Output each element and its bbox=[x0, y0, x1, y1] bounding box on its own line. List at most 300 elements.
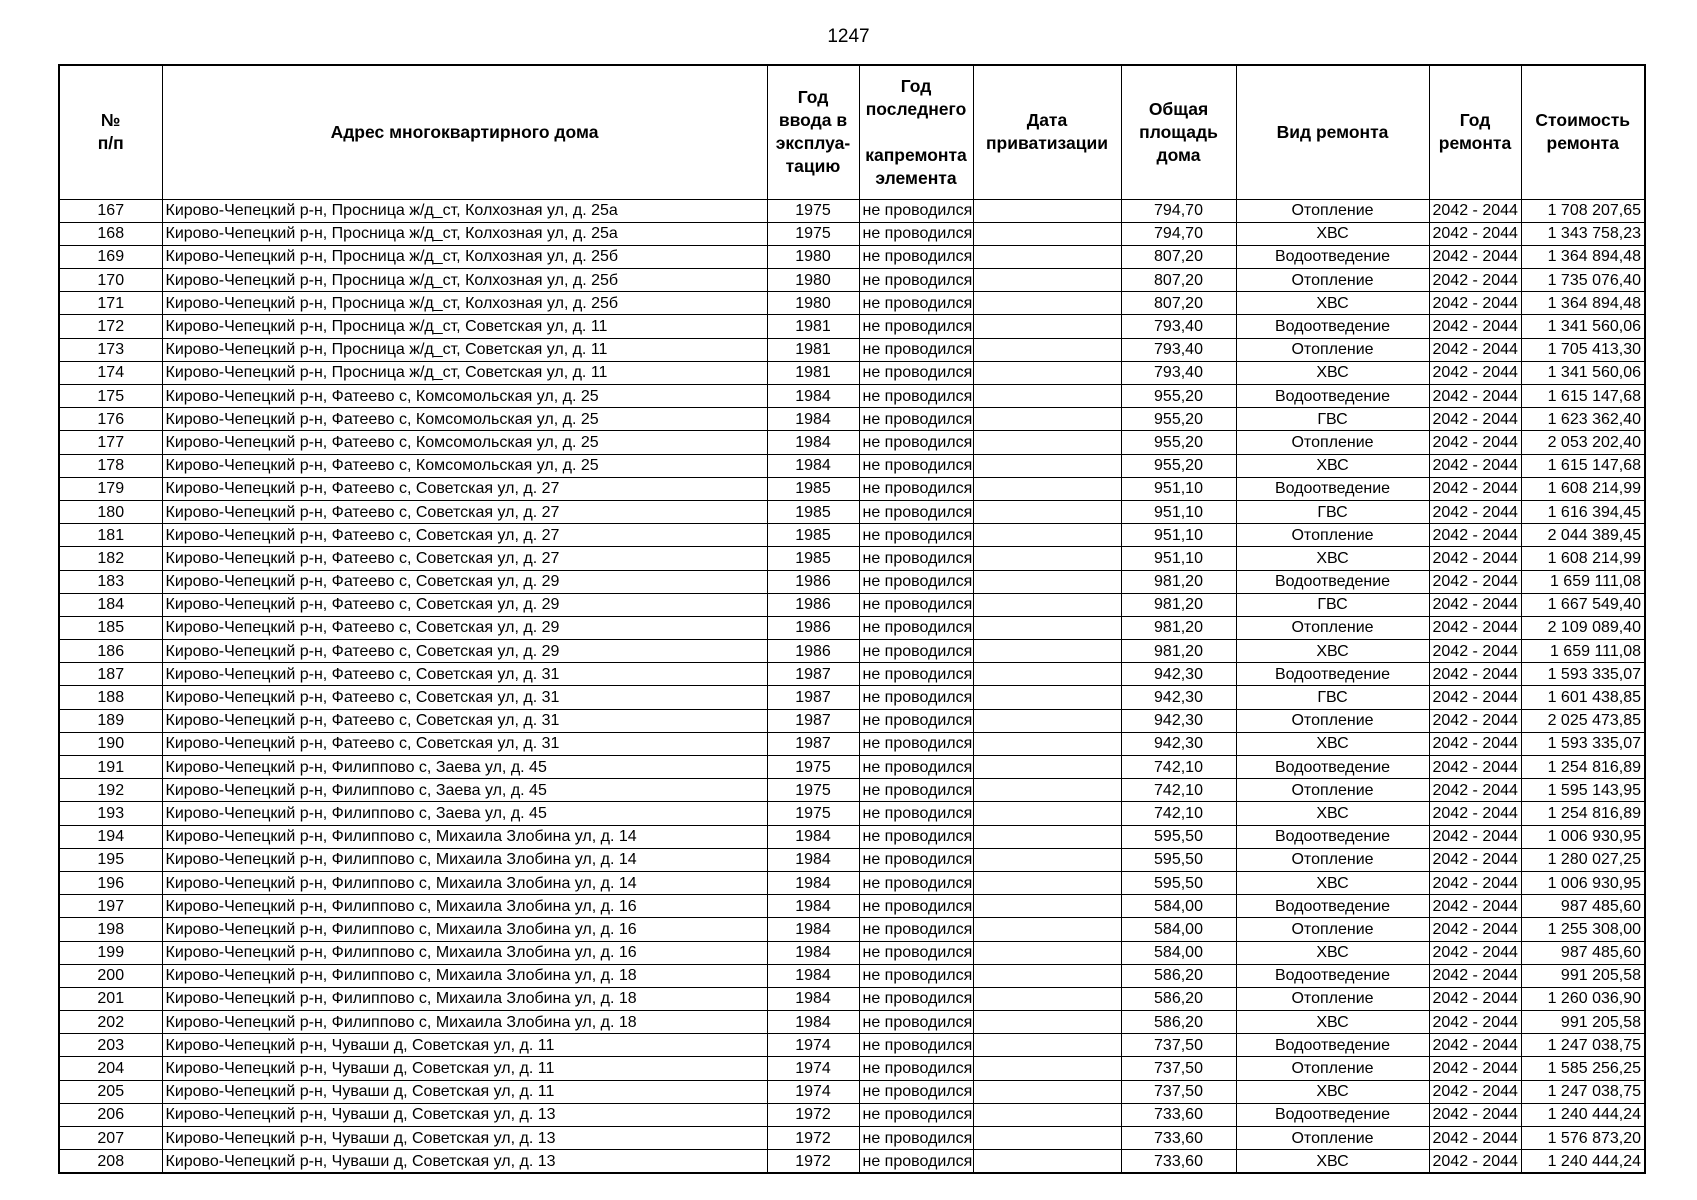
cell-total-area: 742,10 bbox=[1121, 802, 1236, 825]
cell-year-commission: 1986 bbox=[767, 570, 859, 593]
cell-privatization-date bbox=[973, 640, 1121, 663]
cell-total-area: 793,40 bbox=[1121, 315, 1236, 338]
cell-year-commission: 1984 bbox=[767, 964, 859, 987]
cell-repair-period: 2042 - 2044 bbox=[1429, 500, 1521, 523]
cell-total-area: 737,50 bbox=[1121, 1034, 1236, 1057]
cell-year-commission: 1974 bbox=[767, 1057, 859, 1080]
cell-total-area: 807,20 bbox=[1121, 245, 1236, 268]
cell-privatization-date bbox=[973, 269, 1121, 292]
table-row bbox=[59, 1103, 1645, 1126]
cell-address: Кирово-Чепецкий р-н, Фатеево с, Комсомольская ул, д. 25 bbox=[162, 454, 767, 477]
cell-num: 174 bbox=[59, 361, 162, 384]
cell-repair-period: 2042 - 2044 bbox=[1429, 338, 1521, 361]
cell-num: 198 bbox=[59, 918, 162, 941]
table-row bbox=[59, 570, 1645, 593]
cell-privatization-date bbox=[973, 1080, 1121, 1103]
cell-privatization-date bbox=[973, 825, 1121, 848]
cell-total-area: 951,10 bbox=[1121, 477, 1236, 500]
cell-repair-cost: 987 485,60 bbox=[1521, 895, 1645, 918]
cell-repair-cost: 1 585 256,25 bbox=[1521, 1057, 1645, 1080]
cell-address: Кирово-Чепецкий р-н, Фатеево с, Советская ул, д. 29 bbox=[162, 616, 767, 639]
cell-repair-cost: 1 364 894,48 bbox=[1521, 245, 1645, 268]
header-line: элемента bbox=[875, 167, 957, 188]
cell-repair-period: 2042 - 2044 bbox=[1429, 245, 1521, 268]
cell-repair-type: ГВС bbox=[1236, 593, 1429, 616]
cell-repair-period: 2042 - 2044 bbox=[1429, 385, 1521, 408]
cell-num: 168 bbox=[59, 222, 162, 245]
cell-total-area: 951,10 bbox=[1121, 500, 1236, 523]
cell-repair-type: Водоотведение bbox=[1236, 385, 1429, 408]
cell-repair-cost: 991 205,58 bbox=[1521, 1011, 1645, 1034]
header-line: ремонта bbox=[1546, 133, 1619, 154]
cell-privatization-date bbox=[973, 918, 1121, 941]
cell-repair-cost: 1 708 207,65 bbox=[1521, 199, 1645, 222]
cell-address: Кирово-Чепецкий р-н, Просница ж/д_ст, Колхозная ул, д. 25б bbox=[162, 269, 767, 292]
cell-total-area: 733,60 bbox=[1121, 1127, 1236, 1150]
cell-repair-cost: 1 240 444,24 bbox=[1521, 1150, 1645, 1173]
table-row bbox=[59, 918, 1645, 941]
cell-total-area: 981,20 bbox=[1121, 593, 1236, 616]
cell-num: 182 bbox=[59, 547, 162, 570]
cell-repair-type: ГВС bbox=[1236, 408, 1429, 431]
cell-year-commission: 1981 bbox=[767, 338, 859, 361]
cell-repair-period: 2042 - 2044 bbox=[1429, 593, 1521, 616]
cell-address: Кирово-Чепецкий р-н, Фатеево с, Советская ул, д. 27 bbox=[162, 477, 767, 500]
cell-total-area: 794,70 bbox=[1121, 222, 1236, 245]
cell-num: 169 bbox=[59, 245, 162, 268]
cell-year-commission: 1975 bbox=[767, 222, 859, 245]
header-line: Дата bbox=[1026, 110, 1068, 131]
cell-privatization-date bbox=[973, 987, 1121, 1010]
cell-total-area: 942,30 bbox=[1121, 686, 1236, 709]
table-row bbox=[59, 524, 1645, 547]
cell-last-repair: не проводился bbox=[859, 1057, 973, 1080]
cell-last-repair: не проводился bbox=[859, 338, 973, 361]
cell-repair-period: 2042 - 2044 bbox=[1429, 756, 1521, 779]
cell-total-area: 737,50 bbox=[1121, 1057, 1236, 1080]
cell-year-commission: 1985 bbox=[767, 477, 859, 500]
cell-address: Кирово-Чепецкий р-н, Просница ж/д_ст, Советская ул, д. 11 bbox=[162, 361, 767, 384]
cell-repair-cost: 1 735 076,40 bbox=[1521, 269, 1645, 292]
cell-repair-period: 2042 - 2044 bbox=[1429, 987, 1521, 1010]
cell-repair-period: 2042 - 2044 bbox=[1429, 1011, 1521, 1034]
cell-num: 200 bbox=[59, 964, 162, 987]
cell-num: 179 bbox=[59, 477, 162, 500]
cell-last-repair: не проводился bbox=[859, 848, 973, 871]
cell-privatization-date bbox=[973, 593, 1121, 616]
cell-total-area: 955,20 bbox=[1121, 431, 1236, 454]
cell-repair-cost: 1 247 038,75 bbox=[1521, 1080, 1645, 1103]
table-row bbox=[59, 454, 1645, 477]
cell-total-area: 733,60 bbox=[1121, 1150, 1236, 1173]
cell-repair-type: Водоотведение bbox=[1236, 1034, 1429, 1057]
cell-last-repair: не проводился bbox=[859, 686, 973, 709]
header-year-last-repair bbox=[859, 65, 973, 199]
cell-year-commission: 1975 bbox=[767, 756, 859, 779]
table-row bbox=[59, 361, 1645, 384]
cell-repair-type: Водоотведение bbox=[1236, 477, 1429, 500]
cell-privatization-date bbox=[973, 361, 1121, 384]
cell-repair-type: ХВС bbox=[1236, 941, 1429, 964]
cell-last-repair: не проводился bbox=[859, 593, 973, 616]
cell-total-area: 955,20 bbox=[1121, 408, 1236, 431]
cell-address: Кирово-Чепецкий р-н, Просница ж/д_ст, Колхозная ул, д. 25б bbox=[162, 292, 767, 315]
cell-repair-type: Отопление bbox=[1236, 779, 1429, 802]
cell-address: Кирово-Чепецкий р-н, Чуваши д, Советская ул, д. 11 bbox=[162, 1034, 767, 1057]
cell-year-commission: 1975 bbox=[767, 802, 859, 825]
cell-repair-period: 2042 - 2044 bbox=[1429, 1150, 1521, 1173]
cell-last-repair: не проводился bbox=[859, 871, 973, 894]
cell-repair-period: 2042 - 2044 bbox=[1429, 431, 1521, 454]
cell-num: 177 bbox=[59, 431, 162, 454]
cell-address: Кирово-Чепецкий р-н, Фатеево с, Советская ул, д. 31 bbox=[162, 732, 767, 755]
cell-num: 184 bbox=[59, 593, 162, 616]
cell-last-repair: не проводился bbox=[859, 663, 973, 686]
cell-address: Кирово-Чепецкий р-н, Фатеево с, Советская ул, д. 29 bbox=[162, 570, 767, 593]
cell-repair-period: 2042 - 2044 bbox=[1429, 964, 1521, 987]
cell-total-area: 595,50 bbox=[1121, 848, 1236, 871]
table-row bbox=[59, 1011, 1645, 1034]
cell-address: Кирово-Чепецкий р-н, Фатеево с, Советская ул, д. 27 bbox=[162, 500, 767, 523]
cell-repair-cost: 2 025 473,85 bbox=[1521, 709, 1645, 732]
cell-total-area: 733,60 bbox=[1121, 1103, 1236, 1126]
cell-repair-cost: 1 006 930,95 bbox=[1521, 825, 1645, 848]
cell-privatization-date bbox=[973, 338, 1121, 361]
cell-repair-cost: 1 341 560,06 bbox=[1521, 361, 1645, 384]
cell-repair-type: Отопление bbox=[1236, 199, 1429, 222]
table-row bbox=[59, 408, 1645, 431]
cell-address: Кирово-Чепецкий р-н, Чуваши д, Советская ул, д. 11 bbox=[162, 1057, 767, 1080]
cell-last-repair: не проводился bbox=[859, 292, 973, 315]
cell-repair-cost: 1 280 027,25 bbox=[1521, 848, 1645, 871]
cell-last-repair: не проводился bbox=[859, 1127, 973, 1150]
cell-last-repair: не проводился bbox=[859, 802, 973, 825]
cell-privatization-date bbox=[973, 408, 1121, 431]
cell-total-area: 807,20 bbox=[1121, 292, 1236, 315]
cell-repair-cost: 987 485,60 bbox=[1521, 941, 1645, 964]
header-line: последнего bbox=[865, 98, 967, 119]
cell-repair-cost: 1 254 816,89 bbox=[1521, 802, 1645, 825]
cell-year-commission: 1984 bbox=[767, 918, 859, 941]
cell-address: Кирово-Чепецкий р-н, Филиппово с, Заева ул, д. 45 bbox=[162, 802, 767, 825]
cell-repair-cost: 1 576 873,20 bbox=[1521, 1127, 1645, 1150]
cell-repair-period: 2042 - 2044 bbox=[1429, 941, 1521, 964]
cell-address: Кирово-Чепецкий р-н, Филиппово с, Заева ул, д. 45 bbox=[162, 779, 767, 802]
cell-total-area: 955,20 bbox=[1121, 454, 1236, 477]
cell-repair-period: 2042 - 2044 bbox=[1429, 408, 1521, 431]
header-line: приватизации bbox=[985, 133, 1109, 154]
cell-repair-type: ХВС bbox=[1236, 802, 1429, 825]
cell-privatization-date bbox=[973, 431, 1121, 454]
cell-num: 192 bbox=[59, 779, 162, 802]
cell-repair-cost: 1 659 111,08 bbox=[1521, 570, 1645, 593]
cell-address: Кирово-Чепецкий р-н, Просница ж/д_ст, Советская ул, д. 11 bbox=[162, 315, 767, 338]
cell-year-commission: 1986 bbox=[767, 616, 859, 639]
header-num bbox=[59, 65, 162, 199]
cell-repair-period: 2042 - 2044 bbox=[1429, 570, 1521, 593]
cell-total-area: 794,70 bbox=[1121, 199, 1236, 222]
cell-num: 207 bbox=[59, 1127, 162, 1150]
cell-address: Кирово-Чепецкий р-н, Фатеево с, Комсомольская ул, д. 25 bbox=[162, 431, 767, 454]
cell-year-commission: 1985 bbox=[767, 500, 859, 523]
table-row bbox=[59, 640, 1645, 663]
cell-last-repair: не проводился bbox=[859, 640, 973, 663]
cell-privatization-date bbox=[973, 848, 1121, 871]
cell-repair-period: 2042 - 2044 bbox=[1429, 709, 1521, 732]
cell-last-repair: не проводился bbox=[859, 315, 973, 338]
cell-total-area: 737,50 bbox=[1121, 1080, 1236, 1103]
table-row bbox=[59, 732, 1645, 755]
cell-last-repair: не проводился bbox=[859, 547, 973, 570]
cell-last-repair: не проводился bbox=[859, 732, 973, 755]
cell-num: 176 bbox=[59, 408, 162, 431]
cell-total-area: 981,20 bbox=[1121, 570, 1236, 593]
cell-total-area: 584,00 bbox=[1121, 895, 1236, 918]
cell-privatization-date bbox=[973, 385, 1121, 408]
cell-num: 201 bbox=[59, 987, 162, 1010]
cell-total-area: 584,00 bbox=[1121, 918, 1236, 941]
cell-repair-cost: 1 616 394,45 bbox=[1521, 500, 1645, 523]
cell-total-area: 595,50 bbox=[1121, 825, 1236, 848]
header-line: ввода в bbox=[778, 110, 848, 131]
table-row bbox=[59, 338, 1645, 361]
cell-repair-cost: 1 364 894,48 bbox=[1521, 292, 1645, 315]
cell-last-repair: не проводился bbox=[859, 825, 973, 848]
cell-address: Кирово-Чепецкий р-н, Филиппово с, Михаила Злобина ул, д. 14 bbox=[162, 871, 767, 894]
cell-last-repair: не проводился bbox=[859, 245, 973, 268]
cell-address: Кирово-Чепецкий р-н, Филиппово с, Михаила Злобина ул, д. 18 bbox=[162, 987, 767, 1010]
table-row bbox=[59, 756, 1645, 779]
cell-last-repair: не проводился bbox=[859, 1011, 973, 1034]
cell-repair-cost: 1 608 214,99 bbox=[1521, 547, 1645, 570]
table-row bbox=[59, 500, 1645, 523]
cell-repair-period: 2042 - 2044 bbox=[1429, 686, 1521, 709]
table-row bbox=[59, 709, 1645, 732]
cell-repair-period: 2042 - 2044 bbox=[1429, 1034, 1521, 1057]
cell-repair-period: 2042 - 2044 bbox=[1429, 848, 1521, 871]
cell-num: 175 bbox=[59, 385, 162, 408]
cell-total-area: 586,20 bbox=[1121, 1011, 1236, 1034]
cell-address: Кирово-Чепецкий р-н, Чуваши д, Советская ул, д. 13 bbox=[162, 1103, 767, 1126]
cell-last-repair: не проводился bbox=[859, 1103, 973, 1126]
cell-last-repair: не проводился bbox=[859, 964, 973, 987]
cell-total-area: 981,20 bbox=[1121, 616, 1236, 639]
cell-total-area: 742,10 bbox=[1121, 779, 1236, 802]
table-row bbox=[59, 895, 1645, 918]
cell-repair-period: 2042 - 2044 bbox=[1429, 779, 1521, 802]
cell-address: Кирово-Чепецкий р-н, Просница ж/д_ст, Колхозная ул, д. 25б bbox=[162, 245, 767, 268]
cell-repair-cost: 2 053 202,40 bbox=[1521, 431, 1645, 454]
cell-last-repair: не проводился bbox=[859, 918, 973, 941]
cell-total-area: 942,30 bbox=[1121, 732, 1236, 755]
table-row bbox=[59, 802, 1645, 825]
cell-repair-type: Водоотведение bbox=[1236, 756, 1429, 779]
cell-repair-cost: 1 623 362,40 bbox=[1521, 408, 1645, 431]
cell-repair-period: 2042 - 2044 bbox=[1429, 802, 1521, 825]
cell-total-area: 793,40 bbox=[1121, 338, 1236, 361]
cell-repair-period: 2042 - 2044 bbox=[1429, 477, 1521, 500]
header-line bbox=[862, 121, 971, 144]
cell-repair-cost: 1 705 413,30 bbox=[1521, 338, 1645, 361]
cell-num: 173 bbox=[59, 338, 162, 361]
cell-address: Кирово-Чепецкий р-н, Филиппово с, Заева ул, д. 45 bbox=[162, 756, 767, 779]
cell-year-commission: 1986 bbox=[767, 640, 859, 663]
table-row bbox=[59, 1034, 1645, 1057]
cell-repair-type: ХВС bbox=[1236, 1150, 1429, 1173]
cell-repair-type: Отопление bbox=[1236, 848, 1429, 871]
cell-privatization-date bbox=[973, 686, 1121, 709]
cell-address: Кирово-Чепецкий р-н, Фатеево с, Советская ул, д. 31 bbox=[162, 663, 767, 686]
cell-num: 185 bbox=[59, 616, 162, 639]
cell-address: Кирово-Чепецкий р-н, Просница ж/д_ст, Колхозная ул, д. 25а bbox=[162, 199, 767, 222]
cell-last-repair: не проводился bbox=[859, 269, 973, 292]
cell-privatization-date bbox=[973, 1057, 1121, 1080]
table-row bbox=[59, 779, 1645, 802]
table-row bbox=[59, 222, 1645, 245]
cell-num: 194 bbox=[59, 825, 162, 848]
cell-repair-type: Водоотведение bbox=[1236, 825, 1429, 848]
header-line: тацию bbox=[785, 156, 841, 177]
cell-repair-cost: 1 260 036,90 bbox=[1521, 987, 1645, 1010]
cell-privatization-date bbox=[973, 222, 1121, 245]
table-row bbox=[59, 315, 1645, 338]
page-number: 1247 bbox=[827, 26, 870, 47]
cell-repair-cost: 1 595 143,95 bbox=[1521, 779, 1645, 802]
cell-repair-type: ХВС bbox=[1236, 222, 1429, 245]
header-repair-type: Вид ремонта bbox=[1236, 65, 1429, 199]
cell-address: Кирово-Чепецкий р-н, Чуваши д, Советская ул, д. 13 bbox=[162, 1127, 767, 1150]
cell-year-commission: 1974 bbox=[767, 1034, 859, 1057]
cell-last-repair: не проводился bbox=[859, 1034, 973, 1057]
cell-address: Кирово-Чепецкий р-н, Филиппово с, Михаила Злобина ул, д. 18 bbox=[162, 1011, 767, 1034]
cell-repair-cost: 1 615 147,68 bbox=[1521, 454, 1645, 477]
cell-year-commission: 1984 bbox=[767, 871, 859, 894]
cell-last-repair: не проводился bbox=[859, 709, 973, 732]
cell-last-repair: не проводился bbox=[859, 454, 973, 477]
cell-year-commission: 1984 bbox=[767, 825, 859, 848]
cell-last-repair: не проводился bbox=[859, 756, 973, 779]
header-year-commission bbox=[767, 65, 859, 199]
cell-year-commission: 1975 bbox=[767, 199, 859, 222]
cell-privatization-date bbox=[973, 756, 1121, 779]
cell-privatization-date bbox=[973, 732, 1121, 755]
cell-address: Кирово-Чепецкий р-н, Филиппово с, Михаила Злобина ул, д. 18 bbox=[162, 964, 767, 987]
cell-address: Кирово-Чепецкий р-н, Фатеево с, Комсомольская ул, д. 25 bbox=[162, 385, 767, 408]
cell-address: Кирово-Чепецкий р-н, Фатеево с, Советская ул, д. 27 bbox=[162, 547, 767, 570]
cell-address: Кирово-Чепецкий р-н, Филиппово с, Михаила Злобина ул, д. 16 bbox=[162, 918, 767, 941]
cell-total-area: 951,10 bbox=[1121, 547, 1236, 570]
cell-total-area: 742,10 bbox=[1121, 756, 1236, 779]
cell-repair-period: 2042 - 2044 bbox=[1429, 524, 1521, 547]
cell-address: Кирово-Чепецкий р-н, Фатеево с, Советская ул, д. 29 bbox=[162, 593, 767, 616]
cell-repair-period: 2042 - 2044 bbox=[1429, 616, 1521, 639]
cell-year-commission: 1984 bbox=[767, 385, 859, 408]
cell-repair-type: Водоотведение bbox=[1236, 245, 1429, 268]
cell-total-area: 942,30 bbox=[1121, 709, 1236, 732]
table-row bbox=[59, 385, 1645, 408]
cell-address: Кирово-Чепецкий р-н, Фатеево с, Советская ул, д. 27 bbox=[162, 524, 767, 547]
cell-repair-cost: 1 341 560,06 bbox=[1521, 315, 1645, 338]
cell-repair-period: 2042 - 2044 bbox=[1429, 895, 1521, 918]
cell-repair-period: 2042 - 2044 bbox=[1429, 1057, 1521, 1080]
cell-num: 197 bbox=[59, 895, 162, 918]
cell-year-commission: 1984 bbox=[767, 1011, 859, 1034]
cell-year-commission: 1984 bbox=[767, 408, 859, 431]
cell-repair-type: ГВС bbox=[1236, 500, 1429, 523]
table-body bbox=[59, 199, 1645, 1173]
cell-repair-type: Отопление bbox=[1236, 918, 1429, 941]
cell-repair-type: Отопление bbox=[1236, 431, 1429, 454]
cell-privatization-date bbox=[973, 1103, 1121, 1126]
cell-privatization-date bbox=[973, 315, 1121, 338]
table-row bbox=[59, 431, 1645, 454]
cell-last-repair: не проводился bbox=[859, 1150, 973, 1173]
cell-repair-period: 2042 - 2044 bbox=[1429, 1080, 1521, 1103]
cell-privatization-date bbox=[973, 895, 1121, 918]
cell-num: 195 bbox=[59, 848, 162, 871]
header-line: дома bbox=[1156, 144, 1201, 165]
cell-num: 203 bbox=[59, 1034, 162, 1057]
cell-num: 180 bbox=[59, 500, 162, 523]
cell-repair-type: ХВС bbox=[1236, 547, 1429, 570]
cell-repair-period: 2042 - 2044 bbox=[1429, 1127, 1521, 1150]
cell-total-area: 595,50 bbox=[1121, 871, 1236, 894]
cell-repair-period: 2042 - 2044 bbox=[1429, 361, 1521, 384]
header-line: Год bbox=[900, 75, 932, 96]
cell-year-commission: 1975 bbox=[767, 779, 859, 802]
table-row bbox=[59, 964, 1645, 987]
cell-address: Кирово-Чепецкий р-н, Филиппово с, Михаила Злобина ул, д. 16 bbox=[162, 941, 767, 964]
cell-num: 170 bbox=[59, 269, 162, 292]
cell-repair-type: Водоотведение bbox=[1236, 663, 1429, 686]
cell-privatization-date bbox=[973, 292, 1121, 315]
table-row bbox=[59, 547, 1645, 570]
cell-privatization-date bbox=[973, 1034, 1121, 1057]
table-row bbox=[59, 1150, 1645, 1173]
cell-repair-type: Отопление bbox=[1236, 987, 1429, 1010]
cell-repair-cost: 1 247 038,75 bbox=[1521, 1034, 1645, 1057]
cell-privatization-date bbox=[973, 524, 1121, 547]
cell-repair-type: ХВС bbox=[1236, 640, 1429, 663]
cell-last-repair: не проводился bbox=[859, 570, 973, 593]
table-row bbox=[59, 616, 1645, 639]
cell-total-area: 584,00 bbox=[1121, 941, 1236, 964]
cell-total-area: 981,20 bbox=[1121, 640, 1236, 663]
cell-num: 171 bbox=[59, 292, 162, 315]
cell-repair-cost: 1 593 335,07 bbox=[1521, 732, 1645, 755]
cell-total-area: 942,30 bbox=[1121, 663, 1236, 686]
cell-address: Кирово-Чепецкий р-н, Филиппово с, Михаила Злобина ул, д. 16 bbox=[162, 895, 767, 918]
header-repair-cost bbox=[1521, 65, 1645, 199]
table-row bbox=[59, 199, 1645, 222]
cell-address: Кирово-Чепецкий р-н, Чуваши д, Советская ул, д. 13 bbox=[162, 1150, 767, 1173]
cell-year-commission: 1984 bbox=[767, 431, 859, 454]
cell-repair-type: Водоотведение bbox=[1236, 964, 1429, 987]
cell-year-commission: 1985 bbox=[767, 547, 859, 570]
cell-year-commission: 1981 bbox=[767, 315, 859, 338]
cell-repair-period: 2042 - 2044 bbox=[1429, 222, 1521, 245]
cell-last-repair: не проводился bbox=[859, 524, 973, 547]
table-row bbox=[59, 477, 1645, 500]
cell-privatization-date bbox=[973, 477, 1121, 500]
cell-num: 190 bbox=[59, 732, 162, 755]
header-line: Общая bbox=[1148, 98, 1209, 119]
cell-repair-cost: 1 667 549,40 bbox=[1521, 593, 1645, 616]
table-row bbox=[59, 663, 1645, 686]
cell-year-commission: 1984 bbox=[767, 895, 859, 918]
cell-repair-cost: 1 593 335,07 bbox=[1521, 663, 1645, 686]
cell-year-commission: 1972 bbox=[767, 1127, 859, 1150]
